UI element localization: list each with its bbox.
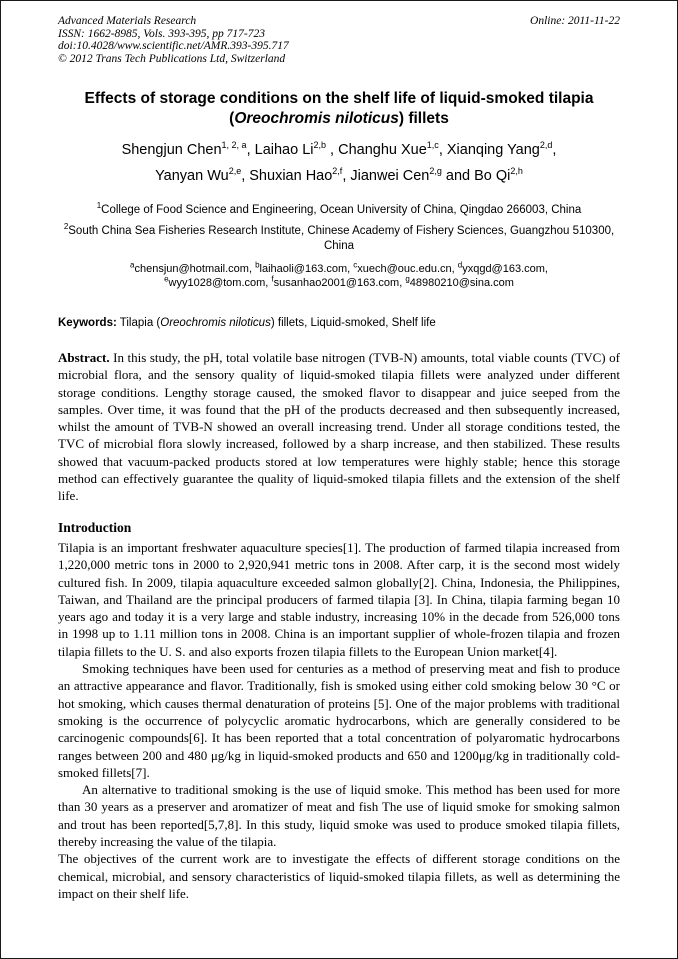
email-address: 48980210@sina.com <box>409 277 514 289</box>
keywords-pre: Tilapia ( <box>116 317 161 329</box>
journal-name: Advanced Materials Research <box>58 15 197 27</box>
affiliation-1 <box>58 203 620 218</box>
email-sup: f <box>271 274 274 284</box>
email-sup: c <box>353 260 358 270</box>
affiliation-text: College of Food Science and Engineering, Ocean University of China, Qingdao 266003, China <box>101 204 582 216</box>
affiliation-list <box>58 203 620 254</box>
email-sep: , <box>399 277 406 289</box>
author-affil-sup: 2,f <box>332 166 343 177</box>
keywords-label: Keywords: <box>58 317 117 329</box>
title-paren-close: ) fillets <box>398 110 449 127</box>
author-affil-sup: 2,g <box>429 166 442 177</box>
title-paren-open: ( <box>229 110 235 127</box>
author-name: Jianwei Cen <box>350 168 430 184</box>
journal-header <box>58 15 620 65</box>
abstract-paragraph <box>58 349 620 505</box>
author-sep: , <box>241 168 250 184</box>
author-name: Changhu Xue <box>338 142 427 158</box>
email-sup: e <box>164 274 169 284</box>
title-line2 <box>229 110 449 127</box>
affiliation-sup: 1 <box>96 201 102 211</box>
email-address: susanhao2001@163.com <box>273 277 400 289</box>
author-name: Laihao Li <box>254 142 314 158</box>
abstract-text: In this study, the pH, total volatile base nitrogen (TVB-N) amounts, total viable counts (TVC) of microbial flora, and the sensory quality of liquid-smoked tilapia fillets were analyzed under different storage conditions. Lengthy storage caused, the smoked flavor to disappear and juice seeped from the samples. Over time, it was found that the pH of the products decreased and then subsequently increased, whilst the amount of TVB-N showed an overall increasing trend. Under all storage conditions tested, the TVC of microbial flora slowly increased, followed by a sharp increase, and then stabilized. These results showed that vacuum-packed products stored at low temperatures were highly stable; hence this storage method can effectively guarantee the quality of liquid-smoked tilapia fillets and the extension of the shelf life. <box>58 350 620 504</box>
author-sep: , <box>552 142 557 158</box>
author-name: Xianqing Yang <box>446 142 540 158</box>
keywords-line <box>58 316 620 331</box>
introduction-heading: Introduction <box>58 519 132 535</box>
email-sup: a <box>130 260 135 270</box>
keywords-species: Oreochromis niloticus <box>160 317 271 329</box>
issn-line: ISSN: 1662-8985, Vols. 393-395, pp 717-723 <box>58 27 265 40</box>
email-address: yxqgd@163.com <box>462 263 545 275</box>
abstract-label: Abstract. <box>58 350 110 365</box>
title-line1: Effects of storage conditions on the shelf life of liquid-smoked tilapia <box>84 90 594 107</box>
online-date: Online: 2011-11-22 <box>530 15 620 27</box>
email <box>271 274 406 289</box>
author-affil-sup: 1, 2, a <box>221 140 247 151</box>
email-sep: , <box>248 263 256 275</box>
affiliation-sup: 2 <box>63 222 69 232</box>
email <box>130 260 256 275</box>
author-affil-sup: 2,b <box>313 140 327 151</box>
author-sep: , <box>246 142 255 158</box>
author-name: Shuxian Hao <box>249 168 333 184</box>
author-name: Bo Qi <box>474 168 511 184</box>
email-sep: , <box>347 263 354 275</box>
email <box>255 260 354 275</box>
email-line-2 <box>58 276 620 290</box>
article-title <box>58 89 620 129</box>
author <box>474 168 523 184</box>
introduction-paragraph-1: Tilapia is an important freshwater aquaculture species[1]. The production of farmed tilapia increased from 1,220,000 metric tons in 2000 to 2,920,941 metric tons in 2008. After carp, it is the second most widely cultured fish. In 2009, tilapia aquaculture exceeded salmon globally[2]. China, Indonesia, the Philippines, Taiwan, and Thailand are the principal producers of farmed tilapia [3]. In China, tilapia farming began 10 years ago and today it is a very large and stable industry, increasing 10% in the decade from 526,000 tons in 1998 up to 1.11 million tons in 2008. China is an important supplier of whole-frozen tilapia and frozen tilapia fillets to the U. S. and also exports frozen tilapia fillets to the European Union market[4]. <box>58 539 620 659</box>
author-name: Yanyan Wu <box>155 168 229 184</box>
email <box>457 260 548 275</box>
author-sep: , <box>342 168 351 184</box>
author <box>155 168 249 184</box>
author <box>447 142 557 158</box>
email-sup: g <box>405 274 410 284</box>
email-address: chensjun@hotmail.com <box>134 263 249 275</box>
email-line-1 <box>58 262 620 276</box>
author-affil-sup: 2,e <box>228 166 242 177</box>
author-affil-sup: 2,h <box>510 166 523 177</box>
email-sup: b <box>255 260 260 270</box>
email-sep: , <box>265 277 272 289</box>
copyright-line: © 2012 Trans Tech Publications Ltd, Switzerland <box>58 52 286 65</box>
author <box>350 168 474 184</box>
affiliation-text: South China Sea Fisheries Research Institute, Chinese Academy of Fishery Sciences, Guangzhou 510300, China <box>68 225 615 252</box>
author-line-1 <box>58 137 620 163</box>
author-sep: and <box>441 168 475 184</box>
author-line-2 <box>58 163 620 189</box>
title-species-name: Oreochromis niloticus <box>234 110 399 127</box>
author <box>255 142 338 158</box>
author <box>249 168 350 184</box>
author-affil-sup: 1,c <box>426 140 439 151</box>
email-address: wyy1028@tom.com <box>168 277 266 289</box>
email <box>164 274 272 289</box>
email-sep: , <box>451 263 458 275</box>
email-address: xuech@ouc.edu.cn <box>357 263 452 275</box>
author-list <box>58 137 620 189</box>
introduction-paragraph-4: The objectives of the current work are to investigate the effects of different storage conditions on the chemical, microbial, and sensory characteristics of liquid-smoked tilapia fillets, as well as determining the impact on their shelf life. <box>58 851 620 901</box>
email <box>405 274 514 289</box>
author-affil-sup: 2,d <box>539 140 553 151</box>
email-sup: d <box>457 260 463 270</box>
introduction-paragraph-2: Smoking techniques have been used for centuries as a method of preserving meat and fish to produce an attractive appearance and flavor. Traditionally, fish is smoked using either cold smoking below 30 °C or hot smoking, which causes thermal denaturation of proteins [5]. One of the major problems with traditional smoking is the occurrence of polycyclic aromatic hydrocarbons, which are generally considered to be carcinogenic compounds[6]. It has been reported that a total concentration of polyaromatic hydrocarbons ranges between 200 and 480 μg/kg in liquid-smoked products and 650 and 1200μg/kg in traditionally cold-smoked fillets[7]. <box>58 661 620 780</box>
email-sep: , <box>544 263 548 275</box>
author-name: Shengjun Chen <box>121 142 222 158</box>
introduction-paragraph-3: An alternative to traditional smoking is the use of liquid smoke. This method has been used for more than 30 years as a preserver and aromatizer of meat and fish The use of liquid smoke for smoking salmon and trout has been reported[5,7,8]. In this study, liquid smoke was used to produce smoked tilapia fillets, thereby increasing the value of the tilapia. <box>58 782 620 850</box>
author <box>122 142 255 158</box>
keywords-post: ) fillets, Liquid-smoked, Shelf life <box>270 317 436 329</box>
author-sep: , <box>438 142 447 158</box>
email-list <box>58 262 620 290</box>
author <box>338 142 447 158</box>
affiliation-2 <box>58 224 620 254</box>
author-sep: , <box>326 142 339 158</box>
journal-meta-block <box>58 15 289 65</box>
email <box>353 260 458 275</box>
doi-line: doi:10.4028/www.scientific.net/AMR.393-395.717 <box>58 40 289 52</box>
email-address: laihaoli@163.com <box>259 263 348 275</box>
